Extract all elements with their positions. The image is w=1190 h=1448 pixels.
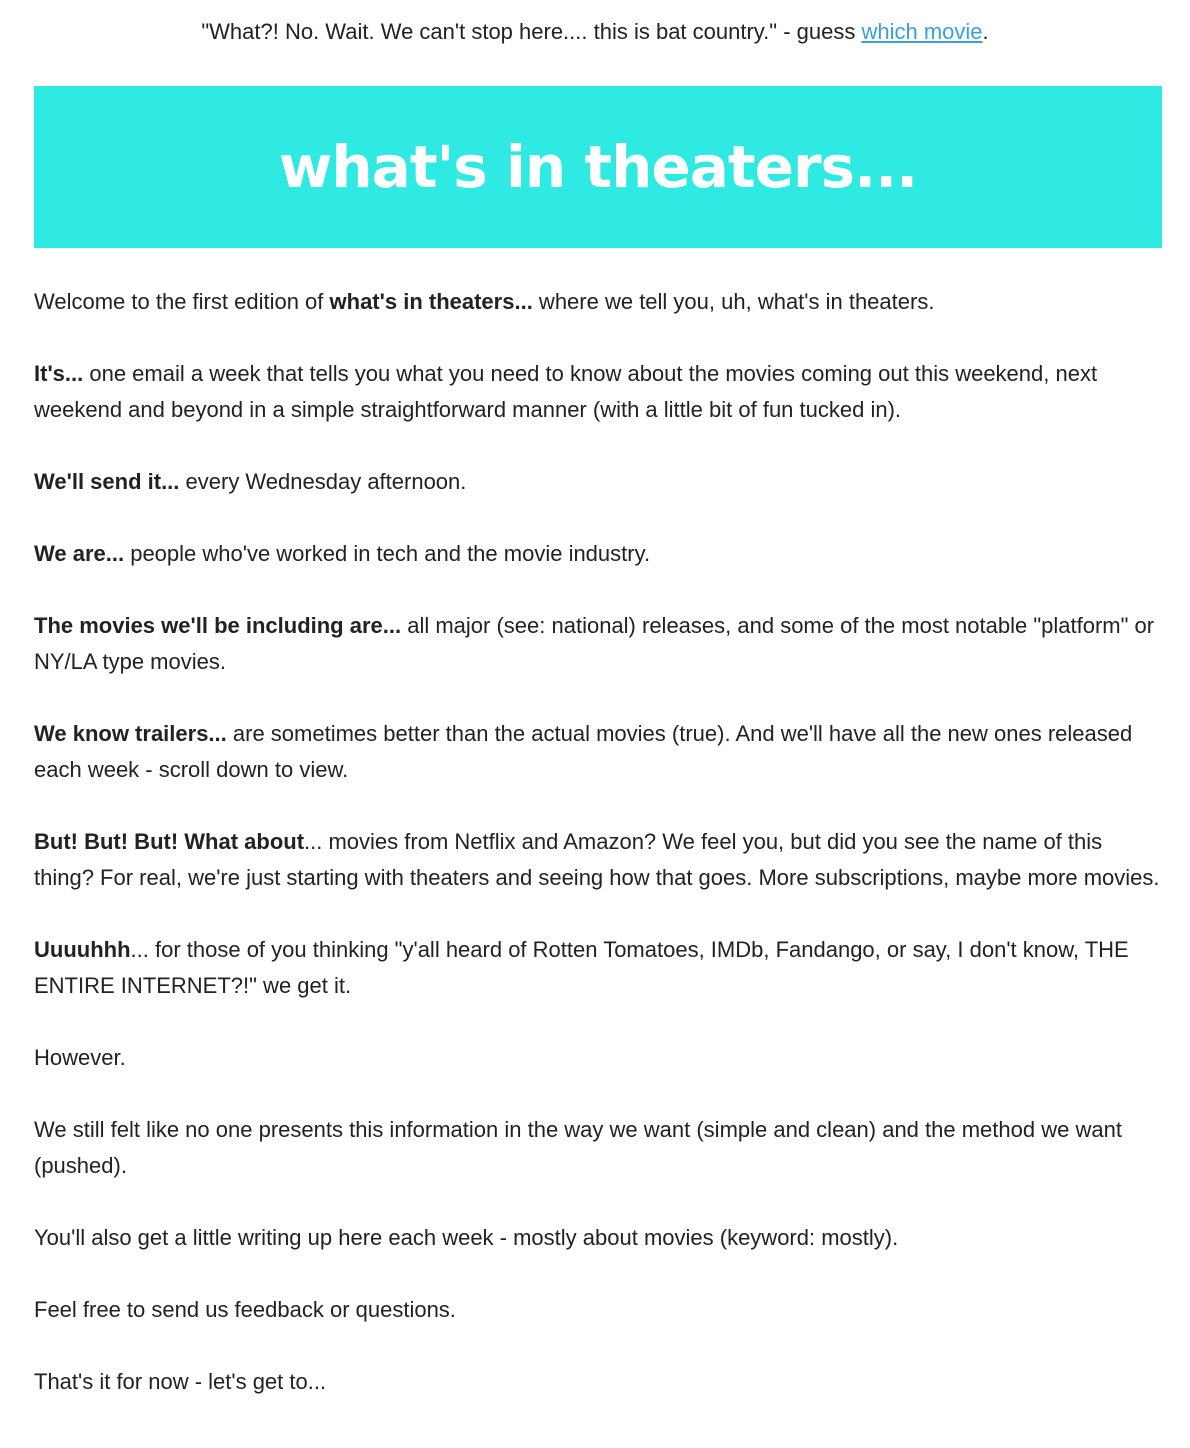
header-banner	[34, 86, 1162, 248]
preheader-period: .	[982, 19, 989, 44]
paragraph-lead: It's...	[34, 361, 84, 386]
paragraph-body: one email a week that tells you what you need to know about the movies coming out this weekend, next weekend and beyond in a simple straightforward manner (with a little bit of fun tucked in).	[34, 361, 1098, 422]
paragraph-lead: But! But! But! What about	[34, 829, 305, 854]
paragraph-lead: We know trailers...	[34, 721, 227, 746]
paragraph-body: all major (see: national) releases, and some of the most notable "platform" or NY/LA type movies.	[34, 613, 1155, 674]
intro-paragraph-trailers	[34, 716, 1164, 788]
intro-paragraph-what-it-is	[34, 356, 1164, 428]
paragraph-body: That's it for now - let's get to...	[34, 1369, 327, 1394]
paragraph-body: Feel free to send us feedback or questions.	[34, 1297, 456, 1322]
intro-paragraph-schedule	[34, 464, 1164, 500]
welcome-bold-name: what's in theaters...	[329, 289, 533, 314]
paragraph-body: You'll also get a little writing up here each week - mostly about movies (keyword: mostly).	[34, 1225, 899, 1250]
intro-paragraph-writing	[34, 1220, 1164, 1256]
which-movie-link[interactable]: which movie	[861, 19, 983, 44]
intro-paragraph-reason	[34, 1112, 1164, 1184]
paragraph-lead: Uuuuhhh	[34, 937, 131, 962]
welcome-text-start: Welcome to the first edition of	[34, 289, 330, 314]
paragraph-body: However.	[34, 1045, 126, 1070]
paragraph-body: every Wednesday afternoon.	[179, 469, 467, 494]
intro-content	[34, 284, 1164, 1436]
intro-paragraph-however	[34, 1040, 1164, 1076]
paragraph-body: people who've worked in tech and the movie industry.	[124, 541, 651, 566]
intro-paragraph-streaming	[34, 824, 1164, 896]
paragraph-lead: We'll send it...	[34, 469, 180, 494]
newsletter-title: what's in theaters...	[278, 133, 918, 201]
intro-paragraph-movies	[34, 608, 1164, 680]
paragraph-body: are sometimes better than the actual movies (true). And we'll have all the new ones released each week - scroll down to view.	[34, 721, 1133, 782]
paragraph-body: ... movies from Netflix and Amazon? We feel you, but did you see the name of this thing? For real, we're just starting with theaters and seeing how that goes. More subscriptions, maybe more movies.	[34, 829, 1160, 890]
paragraph-lead: The movies we'll be including are...	[34, 613, 402, 638]
intro-paragraph-welcome	[34, 284, 1164, 320]
intro-paragraph-internet	[34, 932, 1164, 1004]
welcome-text-end: where we tell you, uh, what's in theaters.	[532, 289, 935, 314]
paragraph-lead: We are...	[34, 541, 125, 566]
paragraph-body: We still felt like no one presents this information in the way we want (simple and clean) and the method we want (pushed).	[34, 1117, 1122, 1178]
intro-paragraph-feedback	[34, 1292, 1164, 1328]
intro-paragraph-who	[34, 536, 1164, 572]
paragraph-body: ... for those of you thinking "y'all heard of Rotten Tomatoes, IMDb, Fandango, or say, I don't know, THE ENTIRE INTERNET?!" we get it.	[34, 937, 1129, 998]
intro-paragraph-closing	[34, 1364, 1164, 1400]
preheader-quote	[0, 16, 1190, 48]
preheader-text: "What?! No. Wait. We can't stop here.... this is bat country." - guess	[201, 19, 862, 44]
